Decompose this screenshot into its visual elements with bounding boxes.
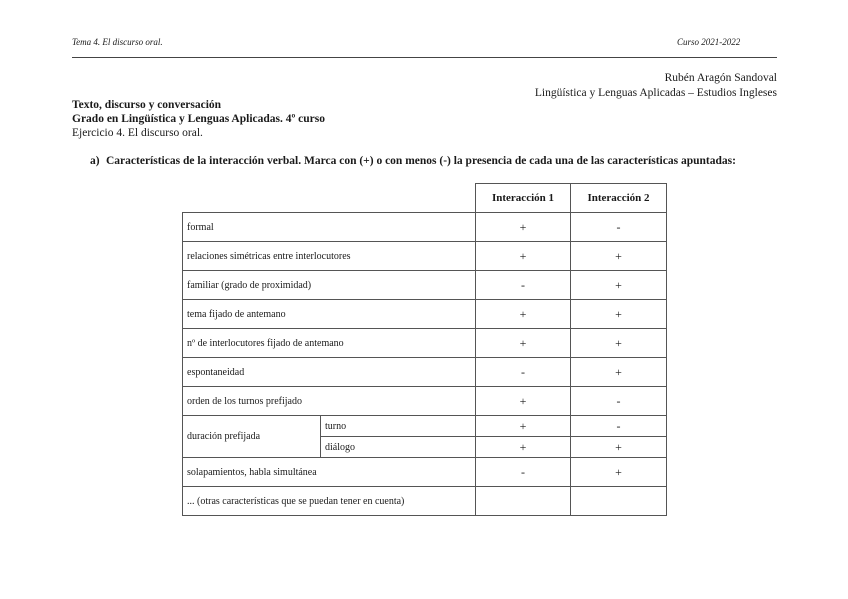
row-i1-value: + bbox=[476, 213, 571, 242]
row-label: ... (otras características que se puedan tener en cuenta) bbox=[183, 487, 476, 516]
question-text: Características de la interacción verbal. Marca con (+) o con menos (-) la presencia de cada una de las características apuntadas: bbox=[106, 155, 736, 167]
table-header-row bbox=[183, 184, 667, 213]
duracion-label: duración prefijada bbox=[183, 416, 321, 458]
course-title: Texto, discurso y conversación bbox=[72, 99, 222, 111]
table-row-duracion-turno bbox=[183, 416, 667, 437]
row-i1-value: - bbox=[476, 458, 571, 487]
row-i2-value: + bbox=[571, 458, 667, 487]
header-left: Tema 4. El discurso oral. bbox=[72, 37, 163, 47]
dialogo-i1-value: + bbox=[476, 437, 571, 458]
row-label: nº de interlocutores fijado de antemano bbox=[183, 329, 476, 358]
author-dept: Lingüística y Lenguas Aplicadas – Estudios Ingleses bbox=[534, 87, 777, 99]
table-row-otras bbox=[183, 487, 667, 516]
table-row bbox=[183, 271, 667, 300]
question-marker: a) bbox=[90, 155, 100, 167]
table-row bbox=[183, 358, 667, 387]
header-interaccion-2: Interacción 2 bbox=[571, 184, 667, 213]
otras-i2-cell[interactable] bbox=[571, 487, 667, 516]
dialogo-i2-value: + bbox=[571, 437, 667, 458]
table-row bbox=[183, 387, 667, 416]
table-row bbox=[183, 329, 667, 358]
row-i2-value: - bbox=[571, 213, 667, 242]
characteristics-table bbox=[182, 183, 667, 516]
row-i1-value: - bbox=[476, 358, 571, 387]
row-i2-value: - bbox=[571, 387, 667, 416]
table-row bbox=[183, 300, 667, 329]
header-interaccion-1: Interacción 1 bbox=[476, 184, 571, 213]
row-label: solapamientos, habla simultánea bbox=[183, 458, 476, 487]
turno-i1-value: + bbox=[476, 416, 571, 437]
turno-i2-value: - bbox=[571, 416, 667, 437]
row-label: familiar (grado de proximidad) bbox=[183, 271, 476, 300]
exercise-title: Ejercicio 4. El discurso oral. bbox=[72, 127, 203, 139]
row-i1-value: - bbox=[476, 271, 571, 300]
row-i2-value: + bbox=[571, 358, 667, 387]
row-label: tema fijado de antemano bbox=[183, 300, 476, 329]
table-row bbox=[183, 458, 667, 487]
author-name: Rubén Aragón Sandoval bbox=[664, 72, 777, 84]
header-right: Curso 2021-2022 bbox=[677, 37, 741, 47]
row-i1-value: + bbox=[476, 300, 571, 329]
row-i1-value: + bbox=[476, 387, 571, 416]
row-label: espontaneidad bbox=[183, 358, 476, 387]
row-label: orden de los turnos prefijado bbox=[183, 387, 476, 416]
row-i2-value: + bbox=[571, 271, 667, 300]
row-i2-value: + bbox=[571, 242, 667, 271]
row-i1-value: + bbox=[476, 329, 571, 358]
table-row bbox=[183, 242, 667, 271]
course-degree: Grado en Lingüística y Lenguas Aplicadas. 4º curso bbox=[72, 113, 325, 125]
table-row bbox=[183, 213, 667, 242]
row-i2-value: + bbox=[571, 329, 667, 358]
row-i1-value: + bbox=[476, 242, 571, 271]
row-label: formal bbox=[183, 213, 476, 242]
table-corner bbox=[183, 184, 476, 213]
sub-label-turno: turno bbox=[321, 416, 476, 437]
header-rule bbox=[72, 57, 777, 58]
row-i2-value: + bbox=[571, 300, 667, 329]
otras-i1-cell[interactable] bbox=[476, 487, 571, 516]
row-label: relaciones simétricas entre interlocutores bbox=[183, 242, 476, 271]
sub-label-dialogo: diálogo bbox=[321, 437, 476, 458]
